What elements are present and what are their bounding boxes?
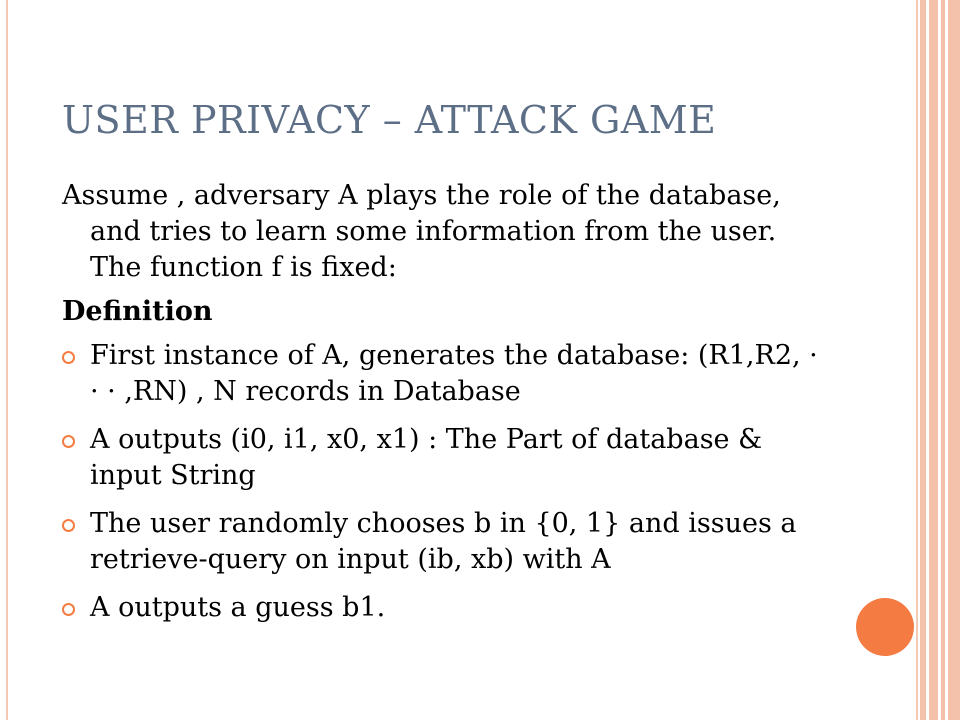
list-item-text: The user randomly chooses b in {0, 1} and issues a retrieve-query on input (ib, xb) with A: [90, 508, 797, 575]
bullet-icon: [62, 351, 75, 364]
decorative-stripes: [920, 0, 960, 720]
stripe: [929, 0, 938, 720]
list-item-text: First instance of A, generates the database: (R1,R2, · · · ,RN) , N records in Database: [90, 340, 818, 407]
list-item: [62, 506, 832, 578]
list-item-text: A outputs a guess b1.: [90, 592, 386, 623]
list-item: [62, 422, 832, 494]
bullet-icon: [62, 603, 75, 616]
slide-body: [62, 178, 832, 638]
list-item: [62, 338, 832, 410]
stripe: [941, 0, 945, 720]
stripe: [920, 0, 926, 720]
bullet-icon: [62, 519, 75, 532]
bullet-icon: [62, 435, 75, 448]
bullet-list: [62, 338, 832, 626]
slide-title: USER PRIVACY – ATTACK GAME: [62, 98, 717, 142]
decorative-circle: [856, 598, 914, 656]
definition-heading: Definition: [62, 296, 213, 327]
stripe: [948, 0, 960, 720]
list-item: [62, 590, 832, 626]
intro-paragraph: Assume , adversary A plays the role of the database, and tries to learn some information from the user. The function f is fixed:: [62, 180, 781, 283]
list-item-text: A outputs (i0, i1, x0, x1) : The Part of database & input String: [90, 424, 763, 491]
